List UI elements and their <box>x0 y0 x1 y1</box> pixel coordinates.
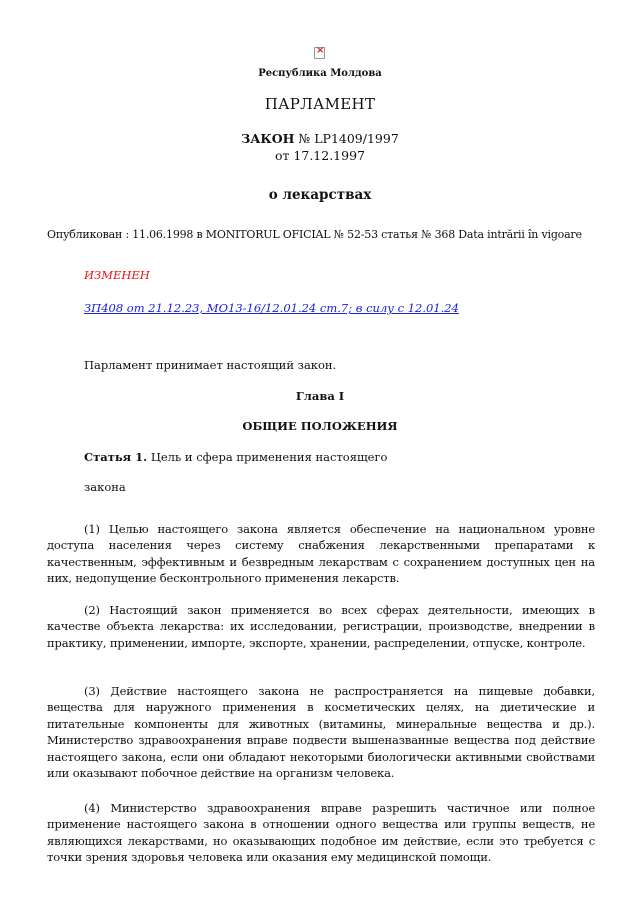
amendment-link[interactable]: ЗП408 от 21.12.23, MO13-16/12.01.24 ст.7; в силу с 12.01.24 <box>84 301 459 315</box>
article-title-continued: закона <box>84 480 126 494</box>
law-title: о лекарствах <box>268 187 372 203</box>
law-number: № LP1409/1997 <box>298 131 399 146</box>
article-heading <box>84 450 387 464</box>
paragraph-2: (2) Настоящий закон применяется во всех сферах деятельности, имеющих в качестве объекта лекарства: их исследовании, регистрации, производстве, внедрении в практику, применении, импорте, экспорте, хранении, распределении, отпуске, контроле. <box>47 602 595 650</box>
republic-heading: Республика Молдова <box>258 68 382 79</box>
paragraph-1: (1) Целью настоящего закона является обеспечение на национальном уровне доступа населения через систему снабжения лекарственными препаратами к качественным, эффективным и безвредным лекарствам с сохранением доступных цен на них, недопущение бесконтрольного применения лекарств. <box>47 521 595 585</box>
publication-info: Опубликован : 11.06.1998 в MONITORUL OFICIAL № 52-53 статья № 368 Data intrării în vigoare <box>47 228 582 241</box>
paragraph-4: (4) Министерство здравоохранения вправе разрешить частичное или полное применение настоящего закона в отношении одного вещества или группы веществ, не являющихся лекарствами, но оказывающих подобное им действие, если это требуется с точки зрения здоровья человека или оказания ему медицинской помощи. <box>47 800 595 864</box>
paragraph-3: (3) Действие настоящего закона не распространяется на пищевые добавки, вещества для наружного применения в косметических целях, на диетические и питательные компоненты для животных (витамины, минеральные вещества и др.). Министерство здравоохранения вправе подвести вышеназванные вещества под действие настоящего закона, если они обладают некоторыми биологически активными свойствами или оказывают побочное действие на организм человека. <box>47 683 595 780</box>
article-title: Цель и сфера применения настоящего <box>147 450 388 464</box>
article-label: Статья 1. <box>84 450 148 464</box>
law-number-line <box>0 131 640 146</box>
law-label: ЗАКОН <box>241 131 295 146</box>
chapter-title: ОБЩИЕ ПОЛОЖЕНИЯ <box>242 419 398 433</box>
chapter-heading: Глава I <box>295 389 345 403</box>
amended-status: ИЗМЕНЕН <box>84 268 150 282</box>
intro-text: Парламент принимает настоящий закон. <box>84 358 337 372</box>
law-date: от 17.12.1997 <box>275 148 365 163</box>
broken-image-icon <box>314 47 325 59</box>
parliament-heading: ПАРЛАМЕНТ <box>264 95 376 113</box>
